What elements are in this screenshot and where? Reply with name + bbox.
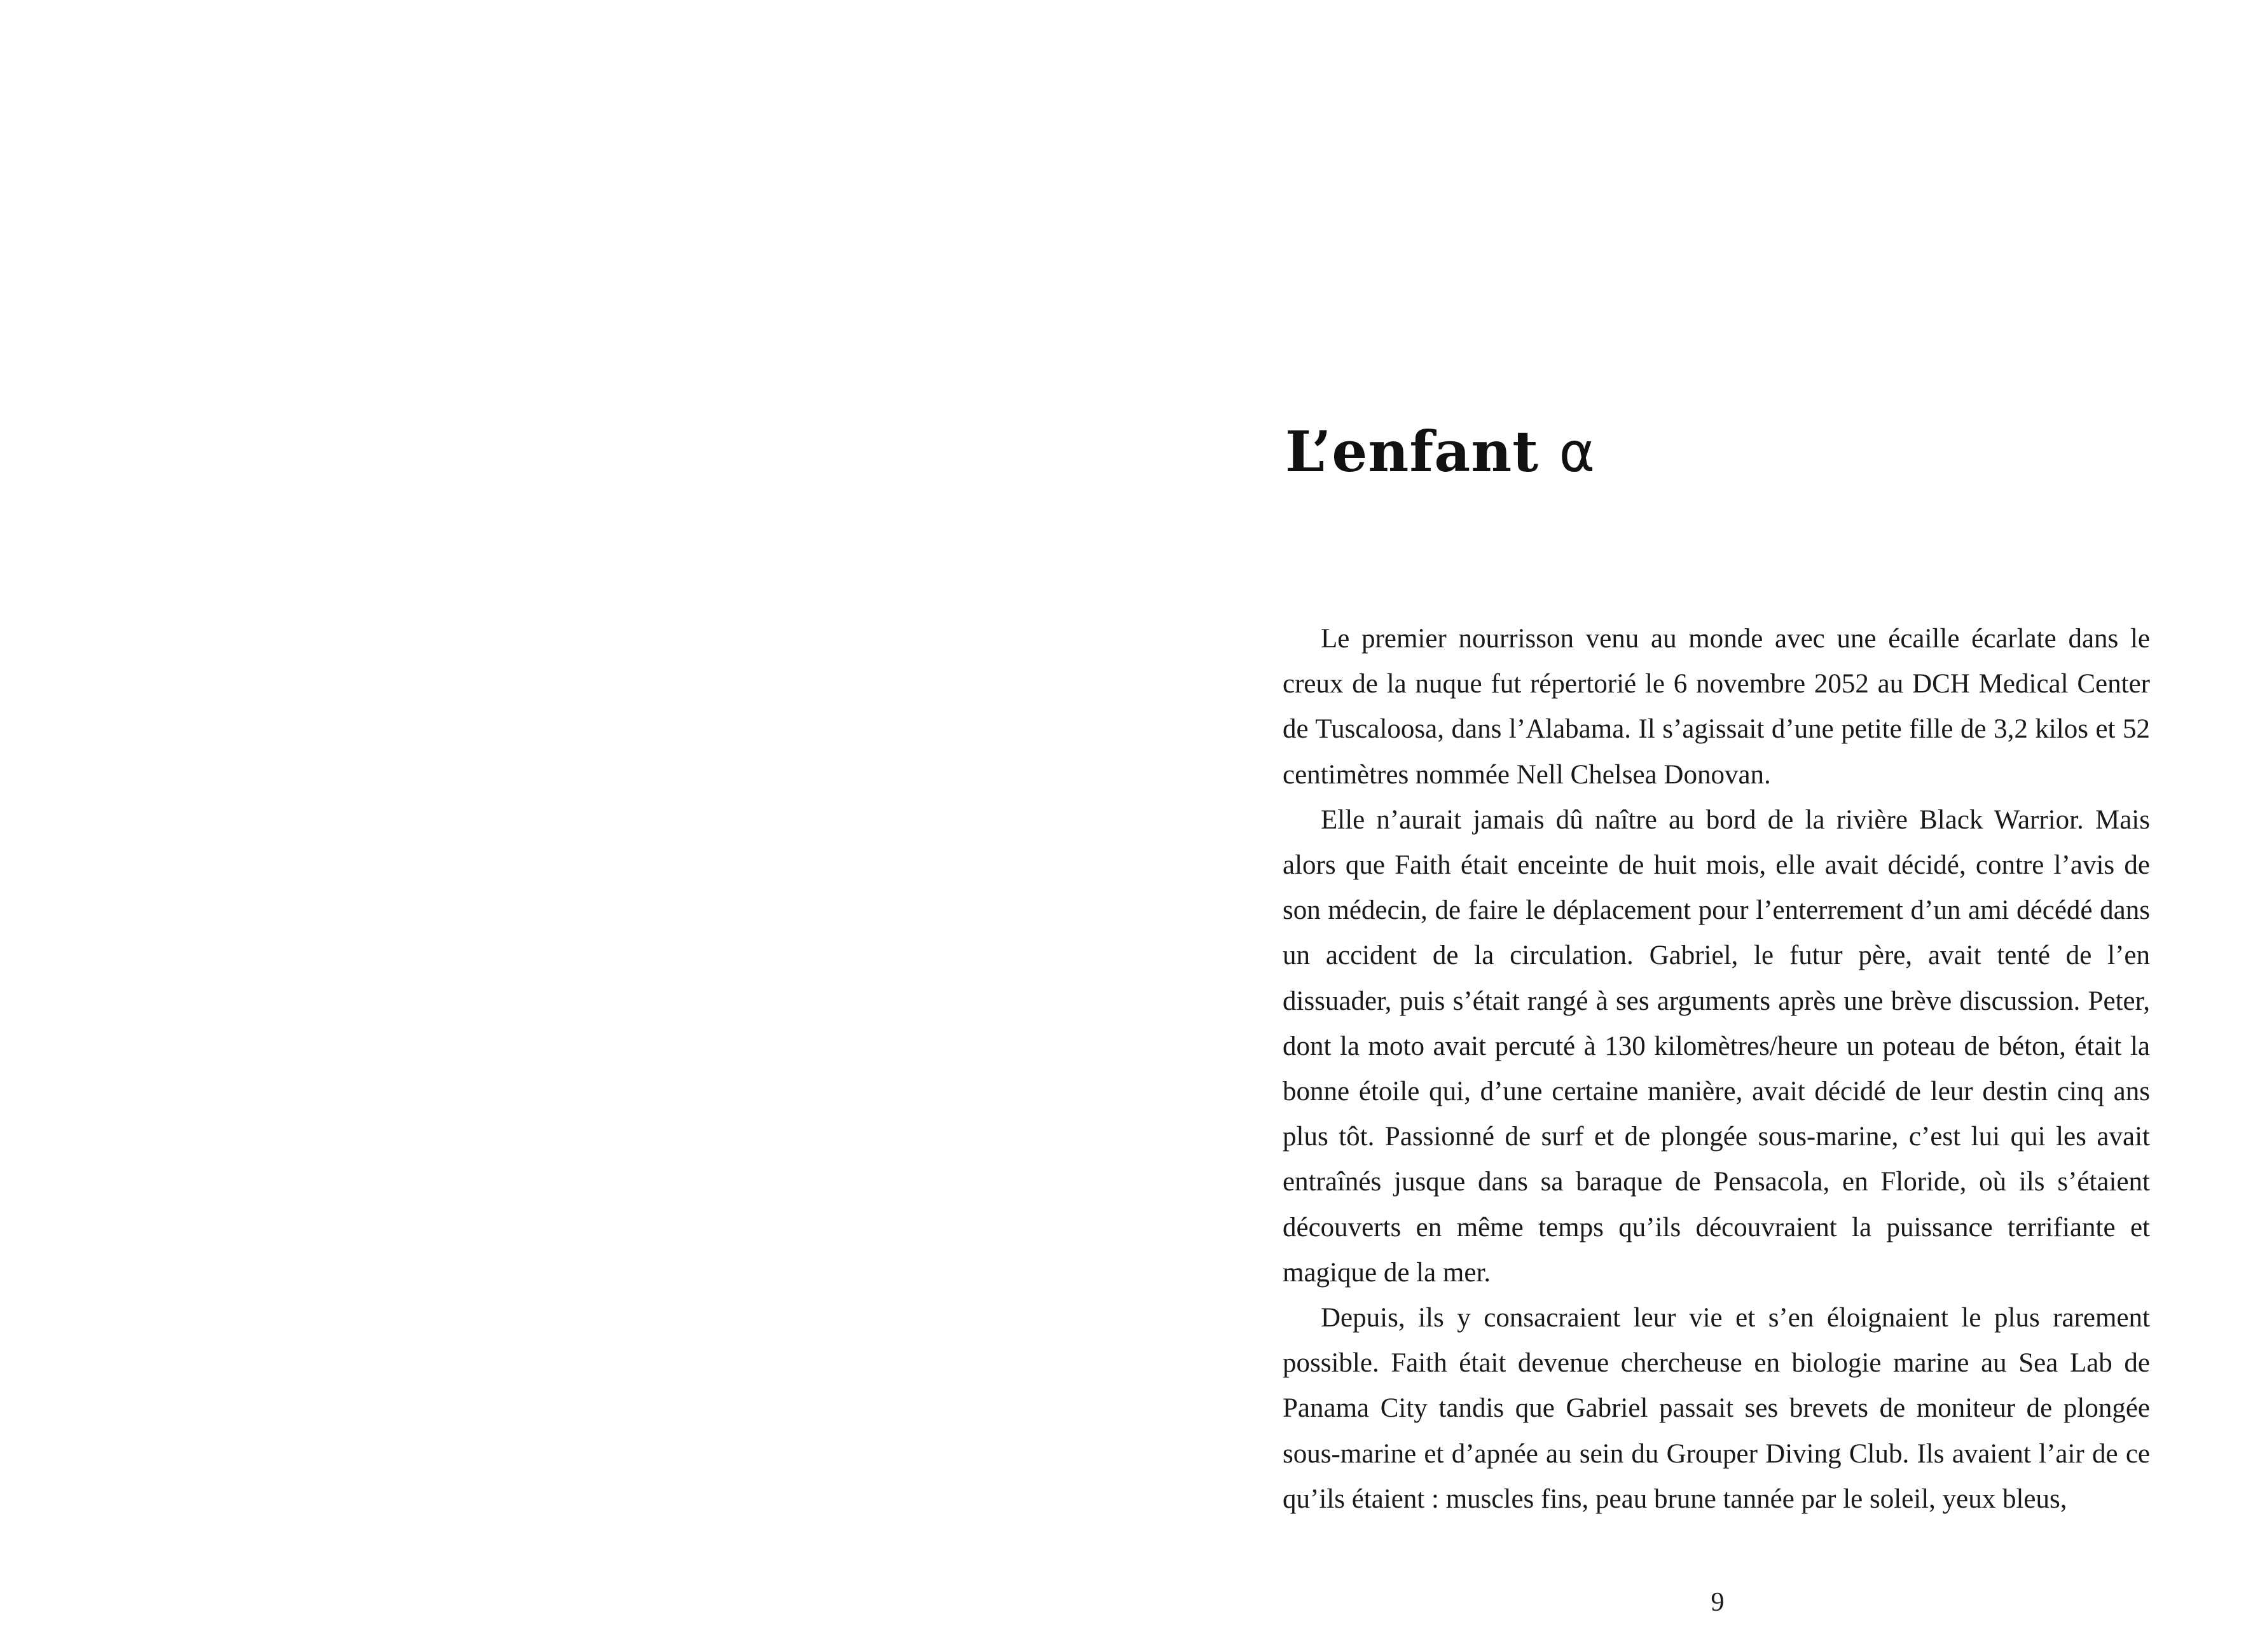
right-page: [1126, 0, 2253, 1652]
paragraph-3: Depuis, ils y consacraient leur vie et s’en éloignaient le plus rarement possible. Faith était devenue chercheuse en biologie marine au Sea Lab de Panama City tandis que Gabriel passait ses brevets de moniteur de plongée sous-marine et d’apnée au sein du Grouper Diving Club. Ils avaient l’air de ce qu’ils étaient : muscles fins, peau brune tannée par le soleil, yeux bleus,: [1283, 1303, 2150, 1514]
left-page-blank: [0, 0, 1126, 1652]
paragraph-1: Le premier nourrisson venu au monde avec une écaille écarlate dans le creux de la nuque fut répertorié le 6 novembre 2052 au DCH Medical Center de Tuscaloosa, dans l’Alabama. Il s’agissait d’une petite fille de 3,2 kilos et 52 centimètres nommée Nell Chelsea Donovan.: [1283, 624, 2150, 790]
chapter-title: [1285, 407, 1921, 497]
chapter-body: [1283, 616, 2150, 1522]
chapter-title-text: L’enfant: [1285, 418, 1539, 485]
page-number: 9: [1711, 1588, 1725, 1617]
paragraph-2: Elle n’aurait jamais dû naître au bord de la rivière Black Warrior. Mais alors que Faith était enceinte de huit mois, elle avait décidé, contre l’avis de son médecin, de faire le déplacement pour l’enterrement d’un ami décédé dans un accident de la circulation. Gabriel, le futur père, avait tenté de l’en dissuader, puis s’était rangé à ses arguments après une brève discussion. Peter, dont la moto avait percuté à 130 kilomètres/heure un poteau de béton, était la bonne étoile qui, d’une certaine manière, avait décidé de leur destin cinq ans plus tôt. Passionné de surf et de plongée sous-marine, c’est lui qui les avait entraînés jusque dans sa baraque de Pensacola, en Floride, où ils s’étaient découverts en même temps qu’ils découvraient la puissance terrifiante et magique de la mer.: [1283, 804, 2150, 1288]
chapter-symbol: α: [1559, 421, 1596, 485]
